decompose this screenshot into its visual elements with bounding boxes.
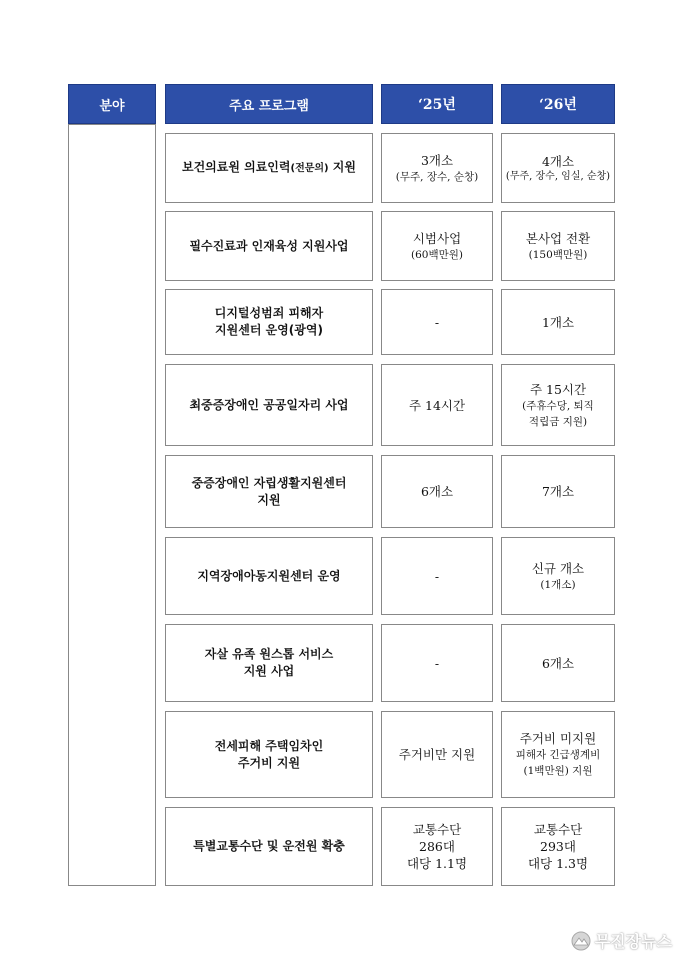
value-2026-cell (501, 364, 615, 446)
value-note: 피해자 긴급생계비 (515, 749, 601, 761)
value-line: - (434, 314, 440, 330)
watermark (571, 929, 672, 952)
value-line: 대당 1.3명 (527, 856, 589, 871)
value-line: - (434, 655, 440, 671)
program-cell (165, 537, 373, 615)
value-2026-cell (501, 133, 615, 203)
value-2025-cell (381, 364, 493, 446)
program-text: 지역장애아동지원센터 운영 (197, 568, 341, 583)
value-line: 4개소 (541, 153, 575, 169)
value-note: 적립금 지원) (528, 415, 588, 428)
value-line: 본사업 전환 (525, 230, 591, 246)
value-2025-cell (381, 537, 493, 615)
value-line: 주 14시간 (408, 397, 466, 413)
value-2026-cell (501, 711, 615, 798)
value-note: (150백만원) (528, 248, 588, 261)
program-text: 보건의료원 의료인력 (181, 160, 291, 174)
program-text: 최중증장애인 공공일자리 사업 (189, 397, 349, 412)
value-note: (60백만원) (411, 248, 463, 261)
program-cell (165, 364, 373, 446)
field-column (68, 124, 156, 886)
watermark-text: 무진장뉴스 (594, 932, 672, 951)
value-line: 주 15시간 (529, 381, 587, 397)
value-note: (주휴수당, 퇴직 (522, 399, 594, 412)
program-text: 지원센터 운영(광역) (215, 323, 323, 337)
program-cell (165, 455, 373, 528)
value-note: (1백만원) 지원 (523, 765, 593, 777)
program-cell (165, 711, 373, 798)
header-2025: ‘25년 (381, 84, 493, 124)
value-line: 6개소 (420, 484, 454, 499)
value-line: - (434, 568, 440, 584)
program-text-tail: 지원 (328, 160, 356, 174)
header-2026: ‘26년 (501, 84, 615, 124)
program-text: 디지털성범죄 피해자 (214, 306, 324, 320)
value-line: 교통수단 (533, 822, 583, 837)
value-2026-cell (501, 211, 615, 281)
value-2025-cell (381, 711, 493, 798)
value-2025-cell (381, 289, 493, 355)
value-line: 시범사업 (412, 230, 462, 246)
value-2026-cell (501, 455, 615, 528)
value-2025-cell (381, 211, 493, 281)
value-line: 1개소 (541, 314, 575, 330)
program-text: 중증장애인 자립생활지원센터 (191, 475, 347, 490)
program-text: 주거비 지원 (237, 755, 301, 770)
value-line: 주거비만 지원 (398, 747, 476, 762)
value-line: 3개소 (420, 152, 454, 168)
value-line: 6개소 (541, 655, 575, 671)
value-note: (1개소) (540, 578, 576, 591)
value-line: 7개소 (541, 484, 575, 499)
program-text: 필수진료과 인재육성 지원사업 (189, 238, 349, 253)
value-line: 293대 (540, 839, 576, 854)
value-line: 신규 개소 (531, 560, 585, 576)
program-text: 지원 사업 (243, 664, 295, 678)
program-cell (165, 211, 373, 281)
value-2026-cell (501, 289, 615, 355)
mountain-logo-icon (571, 931, 591, 951)
program-text: 특별교통수단 및 운전원 확충 (193, 839, 345, 853)
value-2025-cell (381, 807, 493, 886)
program-cell (165, 133, 373, 203)
value-line: 286대 (419, 839, 455, 854)
program-cell (165, 807, 373, 886)
program-cell (165, 624, 373, 702)
program-text: 지원 (257, 492, 281, 507)
value-note: (무주, 장수, 순창) (395, 170, 479, 183)
header-program: 주요 프로그램 (165, 84, 373, 124)
value-note: (무주, 장수, 임실, 순창) (505, 170, 611, 182)
value-2026-cell (501, 537, 615, 615)
value-2025-cell (381, 133, 493, 203)
value-line: 주거비 미지원 (519, 731, 597, 746)
value-line: 교통수단 (412, 822, 462, 837)
value-2025-cell (381, 624, 493, 702)
value-2025-cell (381, 455, 493, 528)
header-field: 분야 (68, 84, 156, 124)
program-note: (전문의) (290, 163, 329, 174)
program-cell (165, 289, 373, 355)
value-2026-cell (501, 807, 615, 886)
value-2026-cell (501, 624, 615, 702)
program-text: 전세피해 주택임차인 (214, 738, 324, 753)
program-text: 자살 유족 원스톱 서비스 (204, 647, 334, 661)
value-line: 대당 1.1명 (406, 856, 468, 871)
